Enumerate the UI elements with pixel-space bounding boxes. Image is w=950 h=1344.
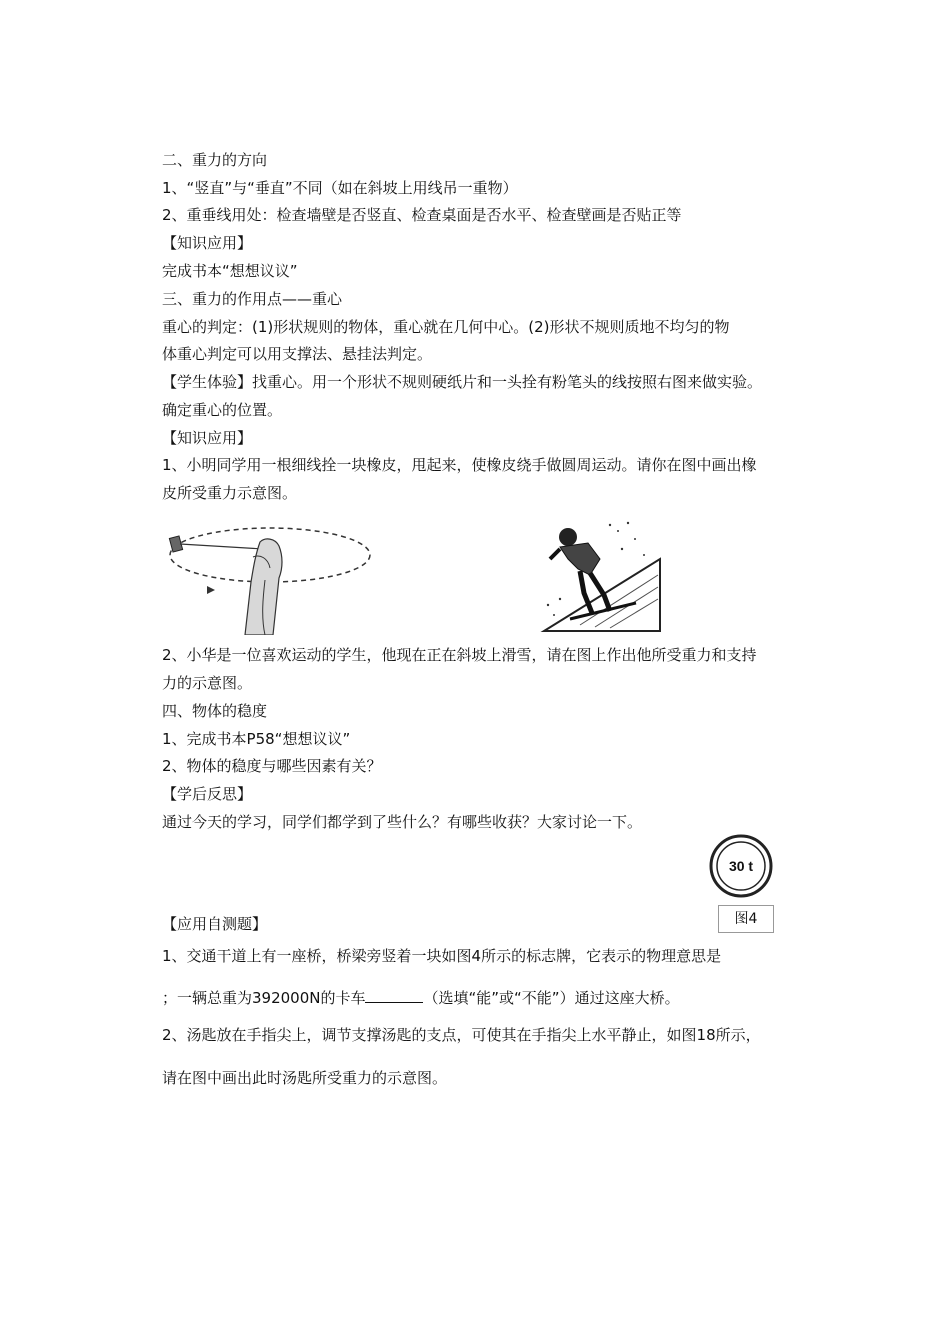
line-6: 三、重力的作用点——重心	[162, 290, 343, 308]
line-11: 【知识应用】	[162, 429, 253, 447]
line-12: 1、小明同学用一根细线拴一块橡皮，甩起来，使橡皮绕手做圆周运动。请你在图中画出橡	[162, 456, 757, 474]
line-5: 完成书本“想想议议”	[162, 262, 298, 280]
circular-motion-figure	[165, 522, 380, 635]
line-3: 2、重垂线用处：检查墙壁是否竖直、检查桌面是否水平、检查壁画是否贴正等	[162, 206, 682, 224]
line-13: 皮所受重力示意图。	[162, 484, 298, 502]
line-14: 2、小华是一位喜欢运动的学生，他现在正在斜坡上滑雪，请在图上作出他所受重力和支持	[162, 646, 757, 664]
weight-limit-sign	[707, 832, 775, 900]
line-23	[162, 988, 680, 1008]
line-7: 重心的判定：(1)形状规则的物体，重心就在几何中心。(2)形状不规则质地不均匀的物	[162, 318, 730, 336]
sign-text: 30 t	[728, 858, 754, 874]
skier-figure	[540, 515, 665, 635]
line-8: 体重心判定可以用支撑法、悬挂法判定。	[162, 345, 433, 363]
line-16: 四、物体的稳度	[162, 702, 268, 720]
line-20: 通过今天的学习，同学们都学到了些什么？有哪些收获？大家讨论一下。	[162, 813, 643, 831]
answer-blank[interactable]	[365, 988, 423, 1003]
line-21: 【应用自测题】	[162, 915, 268, 933]
line-4: 【知识应用】	[162, 234, 253, 252]
line-10: 确定重心的位置。	[162, 401, 283, 419]
figure-4-caption: 图4	[718, 905, 774, 933]
line-17: 1、完成书本P58“想想议议”	[162, 730, 351, 748]
line-25: 请在图中画出此时汤匙所受重力的示意图。	[162, 1069, 448, 1087]
line-19: 【学后反思】	[162, 785, 253, 803]
line-9: 【学生体验】找重心。用一个形状不规则硬纸片和一头拴有粉笔头的线按照右图来做实验。	[162, 373, 763, 391]
line-23-part-a: ；一辆总重为392000N的卡车	[162, 989, 366, 1007]
line-22: 1、交通干道上有一座桥，桥梁旁竖着一块如图4所示的标志牌，它表示的物理意思是	[162, 947, 722, 965]
line-15: 力的示意图。	[162, 674, 253, 692]
line-2: 1、“竖直”与“垂直”不同（如在斜坡上用线吊一重物）	[162, 179, 518, 197]
line-18: 2、物体的稳度与哪些因素有关？	[162, 757, 382, 775]
line-1: 二、重力的方向	[162, 151, 268, 169]
line-23-part-b: （选填“能”或“不能”）通过这座大桥。	[423, 989, 680, 1007]
line-24: 2、汤匙放在手指尖上，调节支撑汤匙的支点，可使其在手指尖上水平静止，如图18所示，	[162, 1026, 761, 1044]
